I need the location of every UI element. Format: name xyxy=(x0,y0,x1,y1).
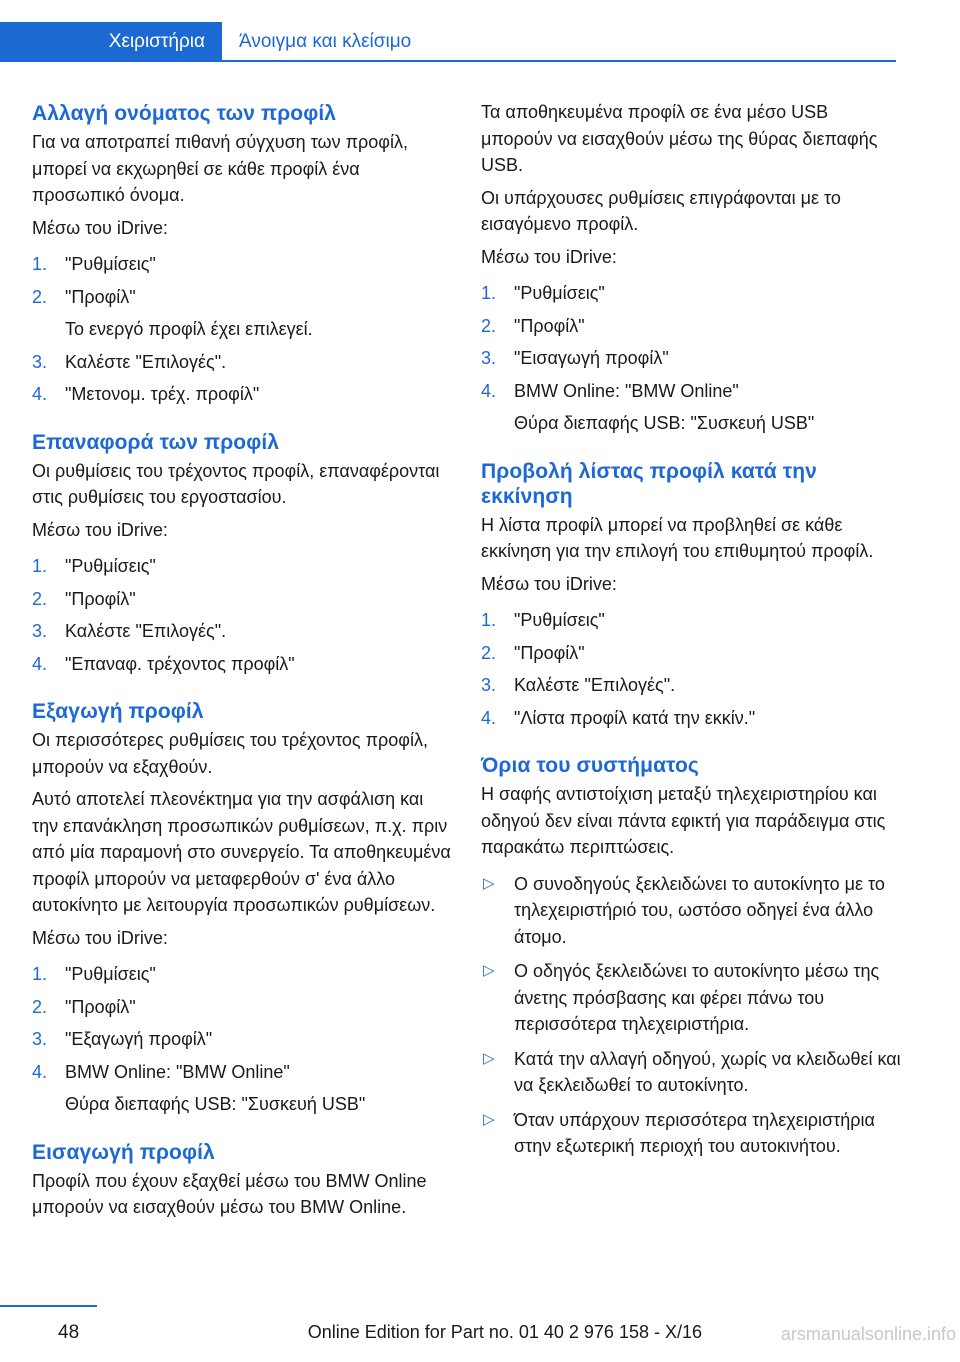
step-item xyxy=(32,618,452,645)
bullet-text: Ο οδηγός ξεκλειδώνει το αυτοκίνητο μέσω της άνετης πρόσβασης και φέρει πάνω του περισσότερα τηλεχειριστήρια. xyxy=(514,961,880,1034)
page-number: 48 xyxy=(58,1322,80,1343)
heading-system-limits: Όρια του συστήματος xyxy=(481,754,699,777)
step-item xyxy=(32,651,452,678)
step-note: Το ενεργό προφίλ έχει επιλεγεί. xyxy=(65,319,313,339)
heading-reset-profiles: Επαναφορά των προφίλ xyxy=(32,430,280,454)
step-number: 4. xyxy=(481,380,497,401)
step-text: "Ρυθμίσεις" xyxy=(514,610,605,630)
step-text: "Προφίλ" xyxy=(514,315,585,336)
section-tab[interactable]: Άνοιγμα και κλείσιμο xyxy=(239,31,412,52)
step-text: "Ρυθμίσεις" xyxy=(514,283,605,303)
paragraph: Μέσω του iDrive: xyxy=(481,246,617,267)
heading-export-profile: Εξαγωγή προφίλ xyxy=(32,700,204,723)
step-item xyxy=(481,672,901,699)
chapter-tab[interactable]: Χειριστήρια xyxy=(0,22,222,62)
list-item xyxy=(481,1107,901,1160)
triangle-bullet-icon: ▷ xyxy=(483,1110,495,1128)
heading-profile-list-at-start: Προβολή λίστας προφίλ κατά την εκκίνηση xyxy=(481,459,817,508)
list-item xyxy=(481,958,901,1038)
step-item xyxy=(32,1026,452,1053)
step-note: Θύρα διεπαφής USB: "Συσκευή USB" xyxy=(514,413,815,433)
step-text: "Ρυθμίσεις" xyxy=(65,964,156,984)
step-number: 1. xyxy=(481,283,497,303)
steps-list xyxy=(481,280,901,437)
step-item xyxy=(32,284,452,343)
paragraph: Μέσω του iDrive: xyxy=(32,927,168,948)
step-number: 2. xyxy=(32,588,48,609)
bullet-text: Κατά την αλλαγή οδηγού, χωρίς να κλειδωθεί και να ξεκλειδωθεί το αυτοκίνητο. xyxy=(514,1048,901,1095)
paragraph: Οι υπάρχουσες ρυθμίσεις επιγράφονται με το εισαγόμενο προφίλ. xyxy=(481,187,841,234)
paragraph: Αυτό αποτελεί πλεονέκτημα για την ασφάλιση και την επανάκληση προσωπικών ρυθμίσεων, π.χ. πριν από μία παραμονή στο συνεργείο. Τα αποθηκευμένα προφίλ μπορούν να μεταφερθούν σ' ένα άλλο αυτοκίνητο με λειτουργία προσωπικών ρυθμίσεων. xyxy=(32,789,451,915)
step-text: "Προφίλ" xyxy=(65,588,136,609)
step-number: 1. xyxy=(481,610,497,630)
paragraph: Η σαφής αντιστοίχιση μεταξύ τηλεχειριστηρίου και οδηγού δεν είναι πάντα εφικτή για παράδειγμα στις παρακάτω περιπτώσεις. xyxy=(481,784,886,857)
step-text: Καλέστε "Επιλογές". xyxy=(65,351,227,372)
step-note: Θύρα διεπαφής USB: "Συσκευή USB" xyxy=(65,1094,366,1114)
list-item xyxy=(481,1046,901,1099)
heading-rename-profiles: Αλλαγή ονόματος των προφίλ xyxy=(32,102,337,125)
step-number: 4. xyxy=(32,1061,48,1082)
paragraph: Η λίστα προφίλ μπορεί να προβληθεί σε κάθε εκκίνηση για την επιλογή του επιθυμητού προφίλ. xyxy=(481,514,874,561)
triangle-bullet-icon: ▷ xyxy=(483,874,495,892)
step-number: 3. xyxy=(32,621,48,641)
steps-list xyxy=(32,251,452,408)
triangle-bullet-icon: ▷ xyxy=(483,962,495,979)
step-text: Καλέστε "Επιλογές". xyxy=(514,675,676,695)
step-item xyxy=(32,553,452,580)
step-item xyxy=(32,1059,452,1118)
steps-list xyxy=(32,961,452,1118)
edition-label: Online Edition for Part no. 01 40 2 976 158 - X/16 xyxy=(307,1322,702,1342)
watermark: arsmanualsonline.info xyxy=(780,1324,956,1344)
bullet-text: Ο συνοδηγούς ξεκλειδώνει το αυτοκίνητο με το τηλεχειριστήριό του, ωστόσο οδηγεί ένα άλλο άτομο. xyxy=(514,873,885,947)
step-number: 1. xyxy=(32,556,48,576)
steps-list xyxy=(32,553,452,677)
step-number: 4. xyxy=(32,653,48,674)
step-number: 3. xyxy=(32,1029,48,1049)
right-column xyxy=(481,97,901,1168)
left-column xyxy=(32,97,452,1221)
paragraph: Μέσω του iDrive: xyxy=(481,573,617,594)
step-item xyxy=(481,280,901,307)
step-number: 3. xyxy=(481,675,497,695)
step-number: 1. xyxy=(32,964,48,984)
step-item xyxy=(32,251,452,278)
step-item xyxy=(481,345,901,372)
step-number: 2. xyxy=(481,315,497,336)
step-item xyxy=(32,349,452,376)
step-text: "Προφίλ" xyxy=(65,996,136,1017)
step-number: 4. xyxy=(32,384,48,404)
triangle-bullet-icon: ▷ xyxy=(483,1049,495,1067)
step-number: 1. xyxy=(32,254,48,274)
paragraph: Μέσω του iDrive: xyxy=(32,217,168,238)
bullet-list xyxy=(481,871,901,1160)
step-text: "Μετονομ. τρέχ. προφίλ" xyxy=(65,384,260,404)
step-text: "Ρυθμίσεις" xyxy=(65,556,156,576)
step-number: 4. xyxy=(481,707,497,728)
step-number: 2. xyxy=(32,996,48,1017)
step-text: "Ρυθμίσεις" xyxy=(65,254,156,274)
paragraph: Μέσω του iDrive: xyxy=(32,519,168,540)
paragraph: Οι περισσότερες ρυθμίσεις του τρέχοντος προφίλ, μπορούν να εξαχθούν. xyxy=(32,730,428,777)
step-text: "Προφίλ" xyxy=(65,286,136,307)
bullet-text: Όταν υπάρχουν περισσότερα τηλεχειριστήρια στην εξωτερική περιοχή του αυτοκινήτου. xyxy=(514,1109,875,1156)
list-item xyxy=(481,871,901,951)
step-text: BMW Online: "BMW Online" xyxy=(514,380,739,401)
step-number: 3. xyxy=(32,351,48,372)
header-rule xyxy=(222,60,896,62)
step-item xyxy=(32,961,452,988)
step-item xyxy=(32,586,452,613)
heading-import-profile: Εισαγωγή προφίλ xyxy=(32,1140,215,1164)
step-text: "Εισαγωγή προφίλ" xyxy=(514,348,669,368)
step-item xyxy=(481,640,901,667)
step-item xyxy=(32,381,452,408)
step-number: 2. xyxy=(32,286,48,307)
page-header xyxy=(0,22,896,62)
step-number: 3. xyxy=(481,348,497,368)
paragraph: Οι ρυθμίσεις του τρέχοντος προφίλ, επαναφέρονται στις ρυθμίσεις του εργοστασίου. xyxy=(32,460,440,507)
step-text: "Προφίλ" xyxy=(514,642,585,663)
paragraph: Προφίλ που έχουν εξαχθεί μέσω του BMW Online μπορούν να εισαχθούν μέσω του BMW Online. xyxy=(32,1170,427,1217)
step-item xyxy=(32,994,452,1021)
step-item xyxy=(481,378,901,437)
footer-rule xyxy=(0,1305,97,1307)
step-number: 2. xyxy=(481,642,497,663)
paragraph: Για να αποτραπεί πιθανή σύγχυση των προφίλ, μπορεί να εκχωρηθεί σε κάθε προφίλ ένα προσωπικό όνομα. xyxy=(32,132,408,205)
step-item xyxy=(481,705,901,732)
step-text: Καλέστε "Επιλογές". xyxy=(65,621,227,641)
step-item xyxy=(481,607,901,634)
step-text: "Λίστα προφίλ κατά την εκκίν." xyxy=(514,707,756,728)
paragraph: Τα αποθηκευμένα προφίλ σε ένα μέσο USB μπορούν να εισαχθούν μέσω της θύρας διεπαφής USB. xyxy=(481,102,878,175)
step-text: BMW Online: "BMW Online" xyxy=(65,1061,290,1082)
step-text: "Εξαγωγή προφίλ" xyxy=(65,1029,213,1049)
steps-list xyxy=(481,607,901,731)
step-text: "Επαναφ. τρέχοντος προφίλ" xyxy=(65,653,295,674)
step-item xyxy=(481,313,901,340)
